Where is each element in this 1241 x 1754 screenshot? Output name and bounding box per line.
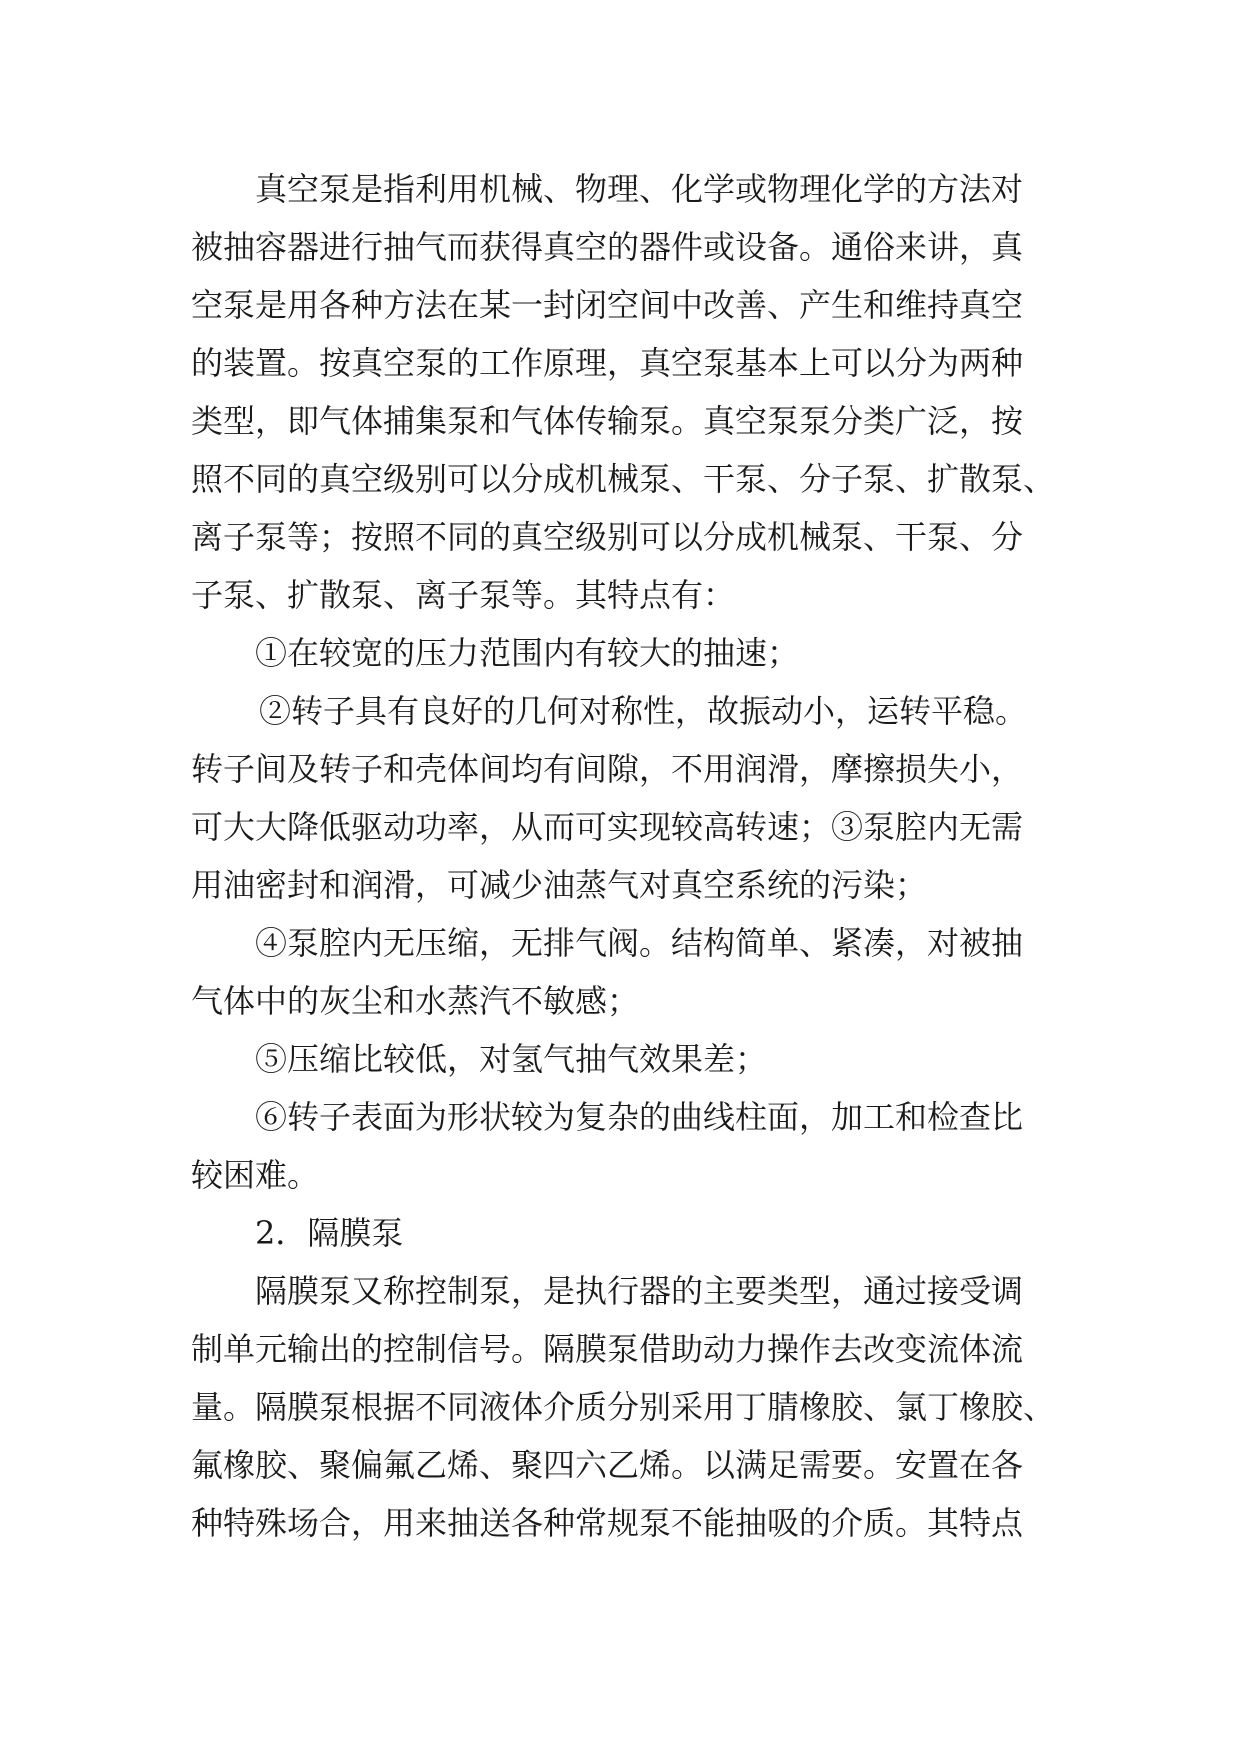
list-item-line: 较困难。 xyxy=(191,1156,320,1194)
paragraph-line: 类型，即气体捕集泵和气体传输泵。真空泵泵分类广泛，按 xyxy=(191,402,1024,440)
list-item-line: 可大大降低驱动功率，从而可实现较高转速；③泵腔内无需 xyxy=(191,808,1024,846)
section-heading: 2．隔膜泵 xyxy=(255,1214,404,1252)
paragraph-line: 的装置。按真空泵的工作原理，真空泵基本上可以分为两种 xyxy=(191,344,1024,382)
paragraph-line: 离子泵等；按照不同的真空级别可以分成机械泵、干泵、分 xyxy=(191,518,1024,556)
paragraph-line: 量。隔膜泵根据不同液体介质分别采用丁腈橡胶、氯丁橡胶、 xyxy=(191,1388,1056,1426)
paragraph-line: 空泵是用各种方法在某一封闭空间中改善、产生和维持真空 xyxy=(191,286,1024,324)
list-item-line: ④泵腔内无压缩，无排气阀。结构简单、紧凑，对被抽 xyxy=(255,924,1024,962)
paragraph-line: 被抽容器进行抽气而获得真空的器件或设备。通俗来讲，真 xyxy=(191,228,1024,266)
paragraph-line: 氟橡胶、聚偏氟乙烯、聚四六乙烯。以满足需要。安置在各 xyxy=(191,1446,1024,1484)
list-item-line: ②转子具有良好的几何对称性，故振动小，运转平稳。 xyxy=(259,692,1028,730)
list-item-line: ⑤压缩比较低，对氢气抽气效果差； xyxy=(255,1040,768,1078)
paragraph-line: 照不同的真空级别可以分成机械泵、干泵、分子泵、扩散泵、 xyxy=(191,460,1056,498)
paragraph-line: 种特殊场合，用来抽送各种常规泵不能抽吸的介质。其特点 xyxy=(191,1504,1024,1542)
list-item-line: 用油密封和润滑，可减少油蒸气对真空系统的污染； xyxy=(191,866,928,904)
paragraph-line: 制单元输出的控制信号。隔膜泵借助动力操作去改变流体流 xyxy=(191,1330,1024,1368)
body-text xyxy=(191,160,1061,1552)
paragraph-line: 隔膜泵又称控制泵，是执行器的主要类型，通过接受调 xyxy=(255,1272,1024,1310)
list-item-line: ①在较宽的压力范围内有较大的抽速； xyxy=(255,634,800,672)
list-item-line: 转子间及转子和壳体间均有间隙，不用润滑，摩擦损失小， xyxy=(191,750,1024,788)
list-item-line: 气体中的灰尘和水蒸汽不敏感； xyxy=(191,982,640,1020)
paragraph-line: 子泵、扩散泵、离子泵等。其特点有： xyxy=(191,576,736,614)
list-item-line: ⑥转子表面为形状较为复杂的曲线柱面，加工和检查比 xyxy=(255,1098,1024,1136)
paragraph-line: 真空泵是指利用机械、物理、化学或物理化学的方法对 xyxy=(255,170,1024,208)
